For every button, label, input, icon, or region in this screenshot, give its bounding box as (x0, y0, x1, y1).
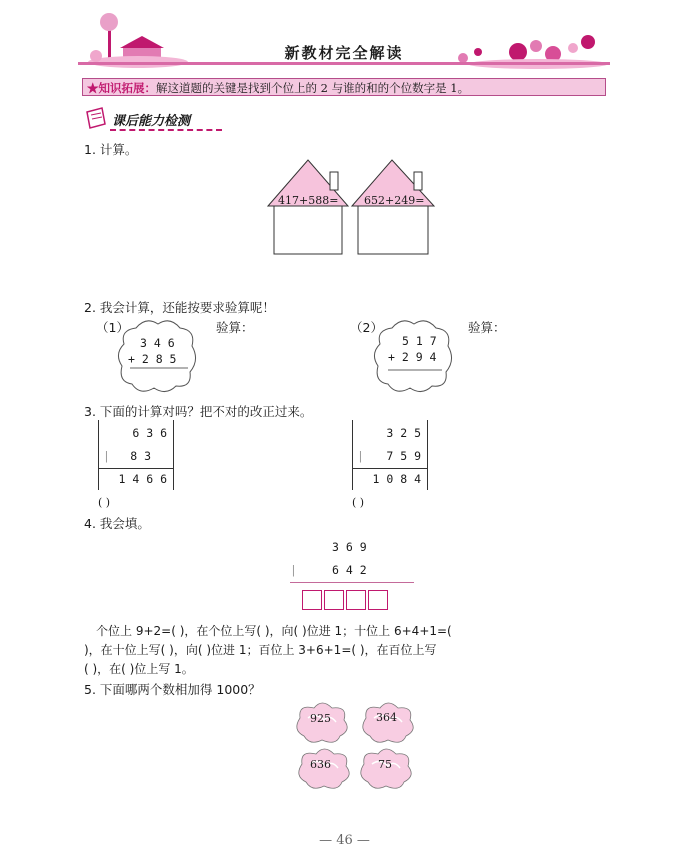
answer-box[interactable] (324, 590, 344, 610)
flower-364[interactable]: 364 (376, 711, 397, 724)
q2-check-2: 验算： (468, 320, 506, 335)
section-title: 课后能力检测 (112, 114, 191, 129)
q3-vertical-1 (98, 420, 174, 490)
q3-v1-plus: | (103, 449, 110, 463)
q4-sum-line (290, 582, 414, 583)
q3-v2-result: 1 0 8 4 (372, 472, 421, 486)
q3-paren-1: ( ) (98, 496, 111, 509)
question-5-label: 5. 下面哪两个数相加得 1000？ (84, 682, 261, 697)
q3-v2-mid: 7 5 9 (386, 449, 421, 463)
q4-line-3: ( )，在( )位上写 1。 (84, 662, 194, 676)
q3-v1-top: 6 3 6 (132, 426, 167, 440)
header-title: 新教材完全解读 (284, 44, 404, 62)
q4-bottom-number: 6 4 2 (332, 563, 367, 577)
q2-part-2: （2） (350, 320, 383, 335)
section-underline (110, 128, 222, 131)
flower-925[interactable]: 925 (310, 712, 331, 725)
cloud-1-top: 3 4 6 (140, 336, 175, 350)
cloud-2-addend: + 2 9 4 (388, 350, 437, 364)
tip-box (82, 78, 606, 96)
page-number: — 46 — (319, 833, 370, 848)
q4-plus-sign: | (290, 563, 297, 577)
answer-box[interactable] (368, 590, 388, 610)
cloud-1-addend: + 2 8 5 (128, 352, 177, 366)
q3-v1-mid: 8 3 (130, 449, 151, 463)
q4-line-2: )，在十位上写( )，向( )位进 1；百位上 3+6+1=( )，在百位上写 (84, 643, 437, 657)
q4-answer-boxes (302, 590, 388, 610)
q3-vertical-2 (352, 420, 428, 490)
q3-v2-top: 3 2 5 (386, 426, 421, 440)
question-4-label: 4. 我会填。 (84, 516, 150, 531)
question-3-label: 3. 下面的计算对吗？把不对的改正过来。 (84, 404, 313, 419)
question-2-label: 2. 我会计算，还能按要求验算呢！ (84, 300, 275, 315)
cloud-2-top: 5 1 7 (402, 334, 437, 348)
q4-fill-text (84, 622, 616, 679)
q4-top-number: 3 6 9 (332, 540, 367, 554)
answer-box[interactable] (346, 590, 366, 610)
q3-paren-2: ( ) (352, 496, 365, 509)
question-1-label: 1. 计算。 (84, 142, 138, 157)
flower-636[interactable]: 636 (310, 758, 331, 771)
answer-box[interactable] (302, 590, 322, 610)
notebook-icon (84, 106, 108, 130)
q3-v1-result: 1 4 6 6 (118, 472, 167, 486)
house-2-expression: 652+249= (364, 194, 425, 207)
q4-line-1: 个位上 9+2=( )，在个位上写( )，向( )位进 1；十位上 6+4+1=( (96, 624, 452, 638)
tip-label: ★知识拓展： (87, 81, 156, 95)
q2-part-1: （1） (96, 320, 129, 335)
house-1-expression: 417+588= (278, 194, 339, 207)
header-divider (78, 62, 610, 65)
flower-75[interactable]: 75 (378, 758, 392, 771)
q3-v2-plus: | (357, 449, 364, 463)
q2-check-1: 验算： (216, 320, 254, 335)
tip-text: 解这道题的关键是找到个位上的 2 与谁的和的个位数字是 1。 (156, 81, 470, 95)
